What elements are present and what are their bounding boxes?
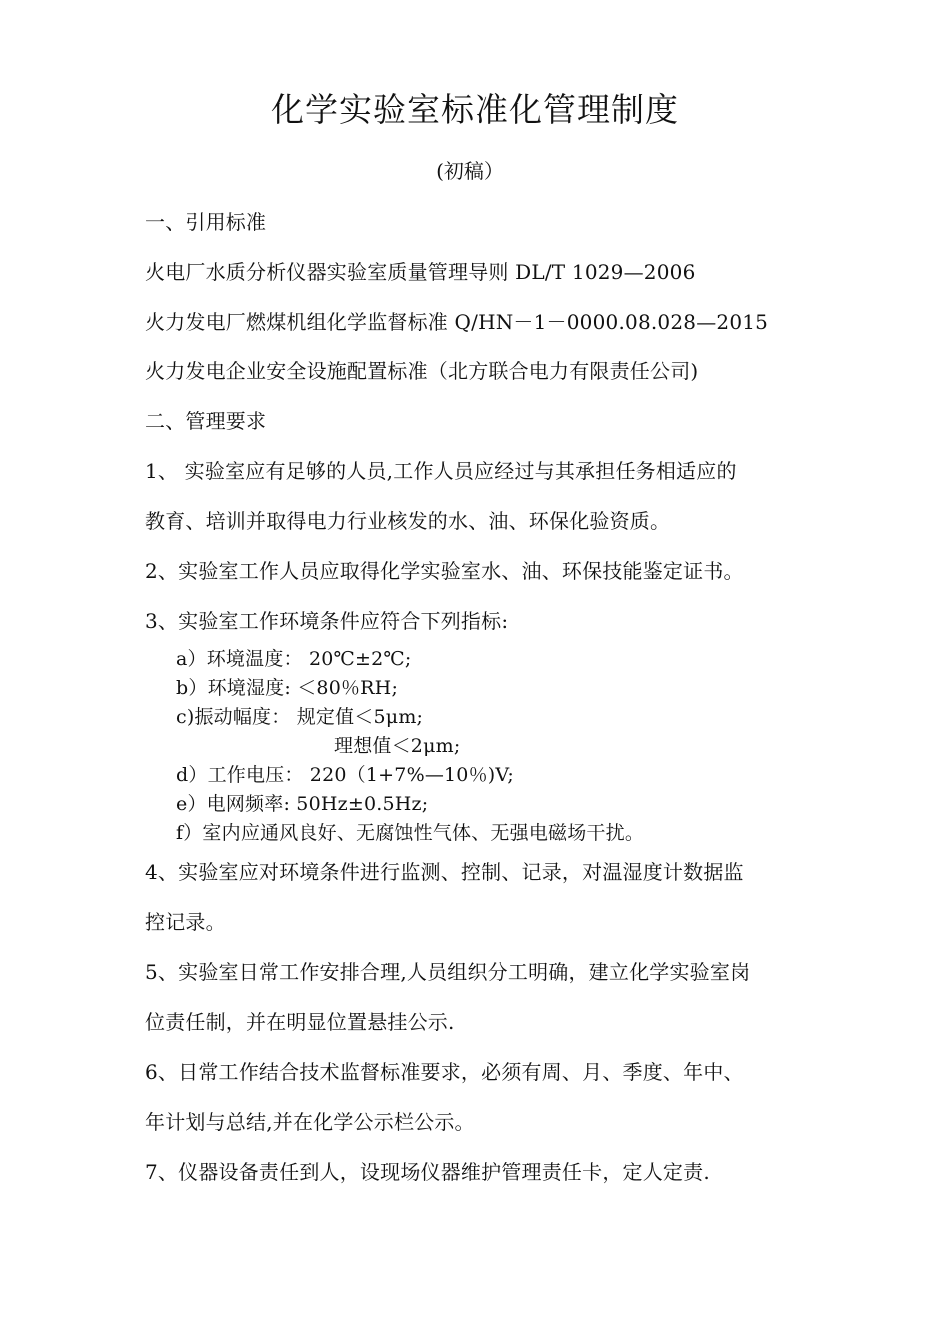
requirement-6-line-1: 6、日常工作结合技术监督标准要求，必须有周、月、季度、年中、 <box>145 1060 744 1084</box>
requirement-4-line-1: 4、实验室应对环境条件进行监测、控制、记录，对温湿度计数据监 <box>145 860 744 884</box>
requirement-6-line-2: 年计划与总结,并在化学公示栏公示。 <box>145 1110 475 1134</box>
reference-item: 火电厂水质分析仪器实验室质量管理导则 DL/T 1029—2006 <box>145 260 696 284</box>
requirement-7: 7、仪器设备责任到人，设现场仪器维护管理责任卡，定人定责. <box>145 1160 710 1184</box>
condition-voltage: d）工作电压： 220（1+7%—10％)V; <box>176 764 515 786</box>
requirement-1-line-2: 教育、培训并取得电力行业核发的水、油、环保化验资质。 <box>145 509 671 533</box>
requirement-4-line-2: 控记录。 <box>145 910 226 934</box>
reference-item: 火力发电企业安全设施配置标准（北方联合电力有限责任公司) <box>145 359 699 383</box>
requirement-2: 2、实验室工作人员应取得化学实验室水、油、环保技能鉴定证书。 <box>145 559 744 583</box>
requirement-5-line-1: 5、实验室日常工作安排合理,人员组织分工明确，建立化学实验室岗 <box>145 960 751 984</box>
requirement-5-line-2: 位责任制，并在明显位置悬挂公示. <box>145 1010 455 1034</box>
condition-frequency: e）电网频率: 50Hz±0.5Hz; <box>176 793 429 815</box>
condition-ventilation: f）室内应通风良好、无腐蚀性气体、无强电磁场干扰。 <box>176 822 645 844</box>
document-subtitle: (初稿） <box>436 159 504 183</box>
requirement-1-line-1: 1、 实验室应有足够的人员,工作人员应经过与其承担任务相适应的 <box>145 459 737 483</box>
condition-vibration-ideal: 理想值＜2μm; <box>334 735 461 757</box>
condition-temperature: a）环境温度： 20℃±2℃; <box>176 648 412 670</box>
requirement-3: 3、实验室工作环境条件应符合下列指标: <box>145 609 509 633</box>
section-heading-references: 一、引用标准 <box>145 210 267 234</box>
condition-humidity: b）环境湿度: ＜80％RH; <box>176 677 399 699</box>
reference-item: 火力发电厂燃煤机组化学监督标准 Q/HN－1－0000.08.028—2015 <box>145 310 769 334</box>
section-heading-requirements: 二、管理要求 <box>145 409 267 433</box>
document-title: 化学实验室标准化管理制度 <box>271 90 679 129</box>
condition-vibration-specified: c)振动幅度： 规定值＜5μm; <box>176 706 424 728</box>
